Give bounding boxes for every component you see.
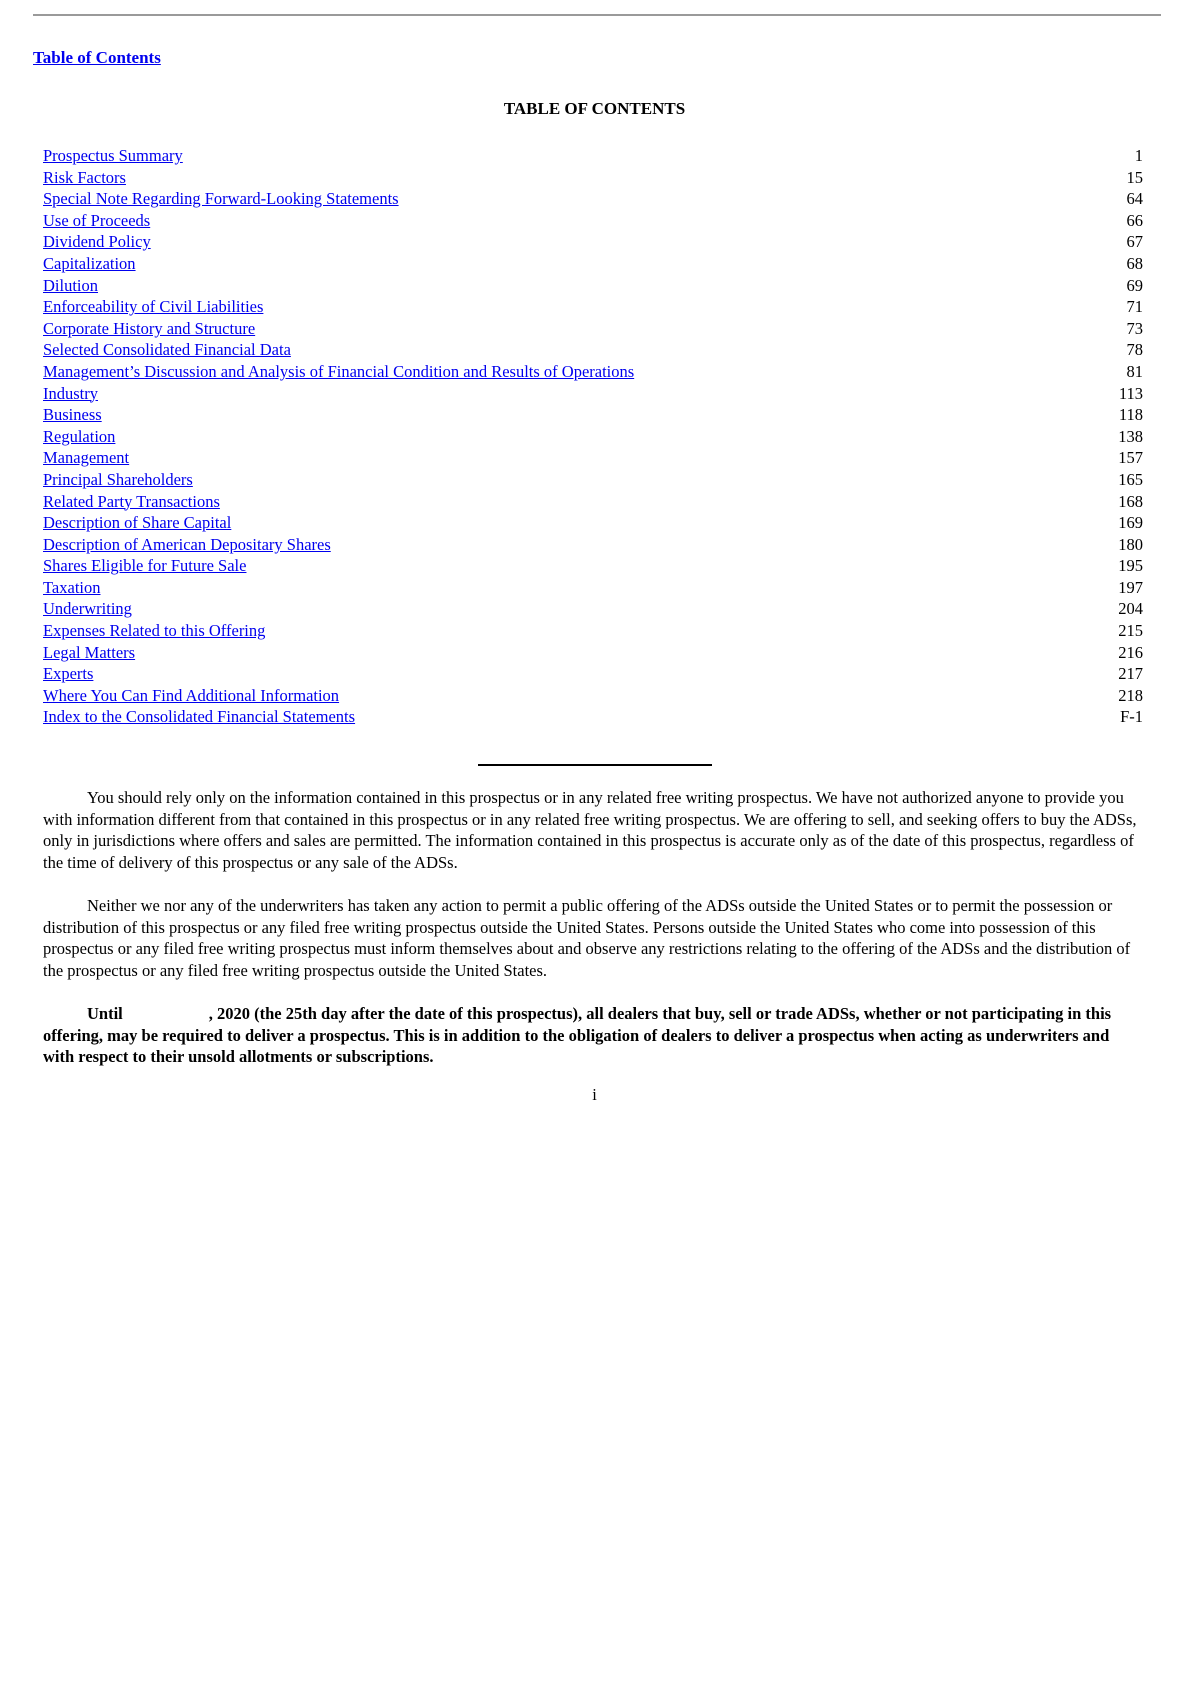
toc-entry (43, 447, 1143, 469)
toc-entry-page: 215 (1118, 621, 1143, 641)
toc-entry-link[interactable]: Shares Eligible for Future Sale (43, 556, 247, 576)
dealer-prospectus-notice (43, 1003, 1143, 1068)
toc-entry-page: 180 (1118, 534, 1143, 554)
toc-entry (43, 512, 1143, 534)
toc-entry-link[interactable]: Business (43, 405, 102, 425)
toc-entry (43, 318, 1143, 340)
toc-entry-link[interactable]: Capitalization (43, 253, 136, 273)
toc-list (43, 145, 1143, 728)
toc-entry (43, 620, 1143, 642)
toc-title: TABLE OF CONTENTS (503, 99, 686, 118)
toc-entry-page: 204 (1118, 599, 1143, 619)
toc-entry (43, 296, 1143, 318)
distribution-restriction-paragraph: Neither we nor any of the underwriters has taken any action to permit a public offering of the ADSs outside the United States or to permit the possession or distribution of this prospectus or any filed free writing prospectus outside the United States. Persons outside the United States who come into possession of this prospectus or any filed free writing prospectus must inform themselves about and observe any restrictions relating to the offering of the ADSs and the distribution of the prospectus or any filed free writing prospectus outside the United States. (43, 896, 1131, 980)
toc-entry-link[interactable]: Underwriting (43, 599, 132, 619)
toc-entry-page: 67 (1126, 232, 1143, 252)
toc-entry (43, 491, 1143, 513)
toc-entry-page: 216 (1118, 642, 1143, 662)
toc-entry-link[interactable]: Enforceability of Civil Liabilities (43, 297, 264, 317)
toc-entry (43, 404, 1143, 426)
toc-entry-page: 218 (1118, 685, 1143, 705)
toc-entry-page: 66 (1126, 210, 1143, 230)
toc-entry (43, 555, 1143, 577)
section-divider (478, 764, 712, 766)
toc-entry-page: 168 (1118, 491, 1143, 511)
toc-entry-link[interactable]: Principal Shareholders (43, 469, 193, 489)
toc-entry-page: F-1 (1120, 707, 1143, 727)
toc-entry (43, 231, 1143, 253)
toc-entry-page: 138 (1118, 426, 1143, 446)
toc-entry (43, 145, 1143, 167)
toc-entry (43, 339, 1143, 361)
toc-entry-link[interactable]: Experts (43, 664, 94, 684)
toc-entry-link[interactable]: Regulation (43, 426, 116, 446)
toc-entry (43, 663, 1143, 685)
toc-entry-link[interactable]: Taxation (43, 577, 101, 597)
toc-entry-link[interactable]: Corporate History and Structure (43, 318, 256, 338)
toc-entry-page: 64 (1126, 189, 1143, 209)
toc-entry-link[interactable]: Risk Factors (43, 167, 126, 187)
toc-entry-page: 68 (1126, 253, 1143, 273)
toc-entry-link[interactable]: Management (43, 448, 130, 468)
toc-entry (43, 706, 1143, 728)
disclaimer-paragraph: You should rely only on the information contained in this prospectus or in any related free writing prospectus. We have not authorized anyone to provide you with information different from that contained in this prospectus or in any related free writing prospectus. We are offering to sell, and seeking offers to buy the ADSs, only in jurisdictions where offers and sales are permitted. The information contained in this prospectus is accurate only as of the date of this prospectus, regardless of the time of delivery of this prospectus or any sale of the ADSs. (43, 788, 1137, 872)
toc-entry-link[interactable]: Management’s Discussion and Analysis of Financial Condition and Results of Operations (43, 361, 635, 381)
toc-entry-page: 195 (1118, 556, 1143, 576)
toc-entry-page: 118 (1118, 405, 1143, 425)
toc-entry-link[interactable]: Description of American Depositary Shares (43, 534, 331, 554)
notice-text: , 2020 (the 25th day after the date of this prospectus), all dealers that buy, sell or trade ADSs, whether or not participating in this offering, may be required to deliver a prospectus. This is in addition to the obligation of dealers to deliver a prospectus when acting as underwriters and with respect to their unsold allotments or subscriptions. (43, 1004, 1112, 1067)
toc-entry (43, 167, 1143, 189)
toc-entry-page: 1 (1134, 146, 1143, 165)
toc-entry (43, 642, 1143, 664)
toc-entry-link[interactable]: Related Party Transactions (43, 491, 220, 511)
toc-entry (43, 210, 1143, 232)
toc-entry-page: 81 (1126, 361, 1143, 381)
toc-entry-page: 197 (1118, 577, 1143, 597)
toc-entry-link[interactable]: Use of Proceeds (43, 210, 151, 230)
toc-entry-link[interactable]: Prospectus Summary (43, 146, 183, 165)
toc-entry-page: 165 (1118, 469, 1143, 489)
toc-entry-link[interactable]: Dividend Policy (43, 232, 151, 252)
toc-entry (43, 361, 1143, 383)
toc-entry (43, 253, 1143, 275)
toc-entry-link[interactable]: Selected Consolidated Financial Data (43, 340, 291, 360)
toc-entry-page: 78 (1126, 340, 1143, 360)
toc-entry-page: 73 (1126, 318, 1143, 338)
toc-entry-link[interactable]: Special Note Regarding Forward-Looking Statements (43, 189, 399, 209)
toc-entry-link[interactable]: Industry (43, 383, 98, 403)
toc-entry-link[interactable]: Where You Can Find Additional Information (43, 685, 340, 705)
toc-entry-link[interactable]: Expenses Related to this Offering (43, 621, 266, 641)
toc-entry-page: 217 (1118, 664, 1143, 684)
top-divider (33, 14, 1161, 16)
toc-entry (43, 426, 1143, 448)
toc-entry-link[interactable]: Description of Share Capital (43, 513, 232, 533)
toc-entry (43, 598, 1143, 620)
toc-entry-link[interactable]: Legal Matters (43, 642, 136, 662)
toc-entry-page: 157 (1118, 448, 1143, 468)
toc-entry-page: 71 (1126, 297, 1143, 317)
toc-entry-page: 69 (1126, 275, 1143, 295)
toc-entry (43, 685, 1143, 707)
toc-entry (43, 469, 1143, 491)
notice-lead: Until (87, 1004, 123, 1023)
toc-entry-page: 15 (1126, 167, 1143, 187)
toc-entry (43, 534, 1143, 556)
table-of-contents-link[interactable]: Table of Contents (33, 48, 161, 67)
page-number: i (592, 1085, 597, 1104)
toc-entry (43, 577, 1143, 599)
toc-entry (43, 275, 1143, 297)
toc-entry (43, 383, 1143, 405)
toc-entry-page: 113 (1118, 383, 1143, 403)
toc-entry-link[interactable]: Dilution (43, 275, 99, 295)
toc-entry-page: 169 (1118, 513, 1143, 533)
toc-entry (43, 188, 1143, 210)
toc-entry-link[interactable]: Index to the Consolidated Financial Statements (43, 707, 356, 727)
